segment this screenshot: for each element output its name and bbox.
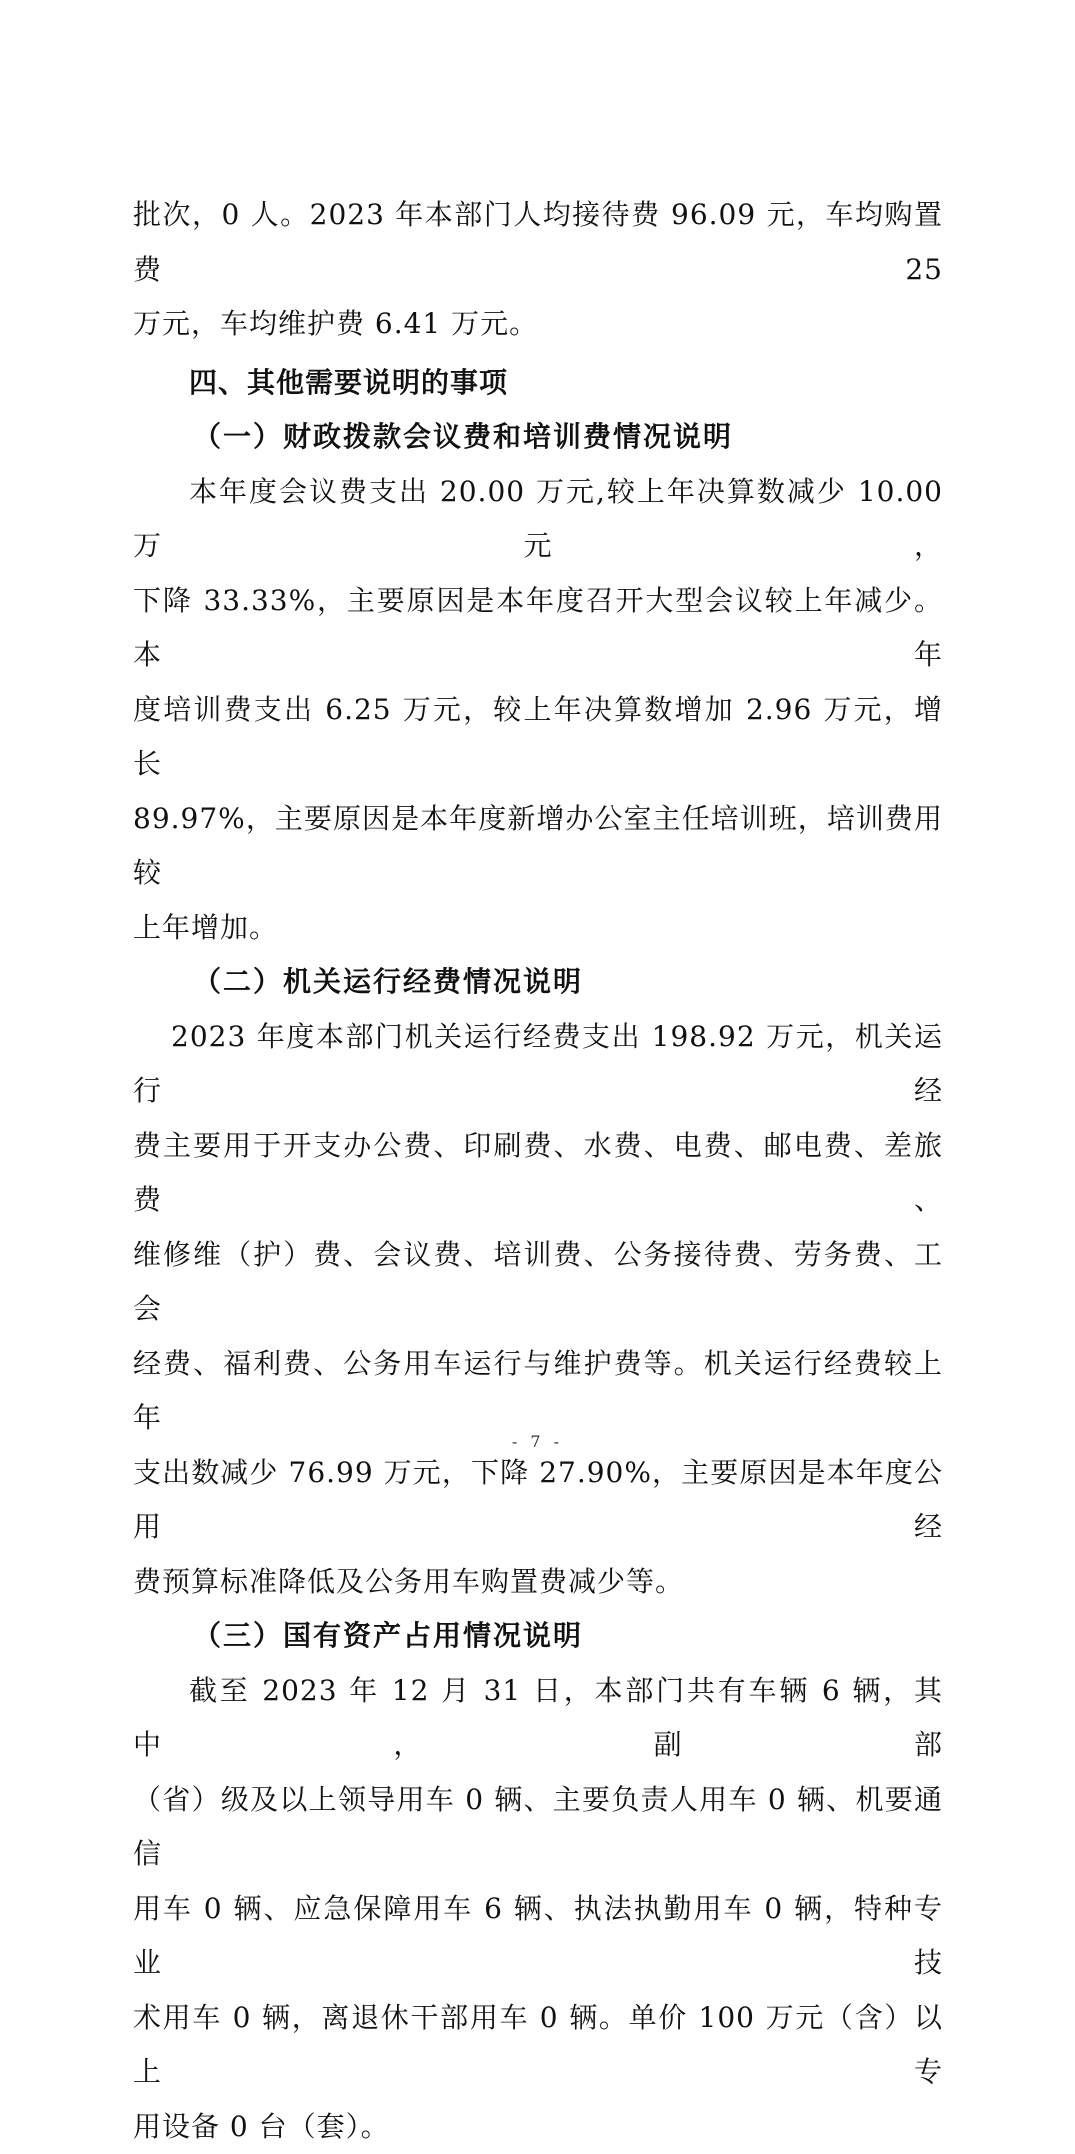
- page-number: - 7 -: [0, 1432, 1075, 1451]
- paragraph-line: 费预算标准降低及公务用车购置费减少等。: [133, 1555, 943, 1610]
- paragraph-line: 用设备 0 台（套）。: [133, 2100, 943, 2154]
- paragraph-line: 本年度会议费支出 20.00 万元,较上年决算数减少 10.00 万元，: [133, 465, 943, 574]
- section-title: 四、其他需要说明的事项: [133, 356, 943, 411]
- paragraph-line: 2023 年度本部门机关运行经费支出 198.92 万元，机关运行经: [133, 1010, 943, 1119]
- subsection-title-3: （三）国有资产占用情况说明: [133, 1609, 943, 1664]
- paragraph-line: （省）级及以上领导用车 0 辆、主要负责人用车 0 辆、机要通信: [133, 1773, 943, 1882]
- intro-line-1: 批次，0 人。2023 年本部门人均接待费 96.09 元，车均购置费 25: [133, 188, 943, 297]
- paragraph-line: 下降 33.33%，主要原因是本年度召开大型会议较上年减少。本年: [133, 574, 943, 683]
- paragraph-line: 截至 2023 年 12 月 31 日，本部门共有车辆 6 辆，其中，副部: [133, 1664, 943, 1773]
- subsection-title-1: （一）财政拨款会议费和培训费情况说明: [133, 410, 943, 465]
- paragraph-line: 度培训费支出 6.25 万元，较上年决算数增加 2.96 万元，增长: [133, 683, 943, 792]
- paragraph-line: 术用车 0 辆，离退休干部用车 0 辆。单价 100 万元（含）以上专: [133, 1991, 943, 2100]
- paragraph-line: 89.97%，主要原因是本年度新增办公室主任培训班，培训费用较: [133, 792, 943, 901]
- paragraph-line: 费主要用于开支办公费、印刷费、水费、电费、邮电费、差旅费、: [133, 1119, 943, 1228]
- page-content: [133, 188, 943, 2154]
- paragraph-line: 支出数减少 76.99 万元，下降 27.90%，主要原因是本年度公用经: [133, 1446, 943, 1555]
- paragraph-line: 维修维（护）费、会议费、培训费、公务接待费、劳务费、工会: [133, 1228, 943, 1337]
- paragraph-line: 用车 0 辆、应急保障用车 6 辆、执法执勤用车 0 辆，特种专业技: [133, 1882, 943, 1991]
- intro-line-2: 万元，车均维护费 6.41 万元。: [133, 297, 943, 352]
- paragraph-line: 上年增加。: [133, 901, 943, 956]
- subsection-title-2: （二）机关运行经费情况说明: [133, 955, 943, 1010]
- paragraph-line: 经费、福利费、公务用车运行与维护费等。机关运行经费较上年: [133, 1337, 943, 1446]
